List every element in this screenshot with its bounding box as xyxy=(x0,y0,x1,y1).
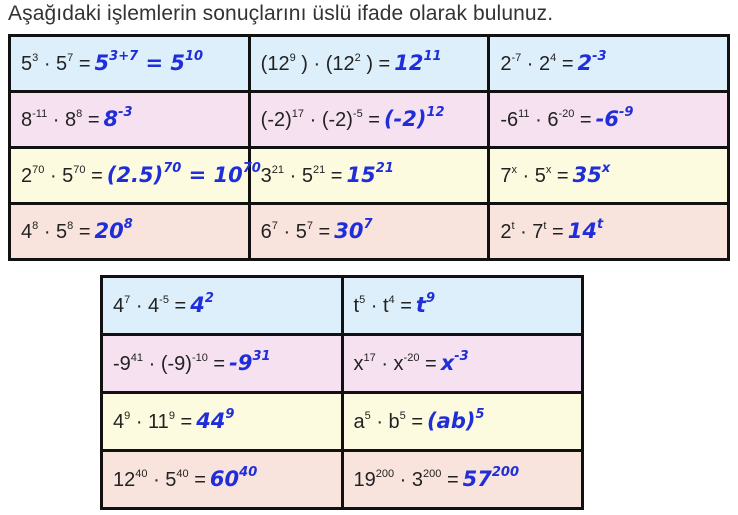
answer-exponent: 9 xyxy=(225,407,235,422)
expression-base: -9 xyxy=(113,353,131,375)
expression-base: (12 xyxy=(325,53,355,75)
expression-base: 19 xyxy=(353,469,376,491)
exercise-cell xyxy=(102,393,343,451)
answer-exponent: 70 xyxy=(163,161,182,176)
expression-exponent: 17 xyxy=(291,108,305,120)
expression-exponent: 40 xyxy=(135,468,148,480)
answer-exponent: 3+7 xyxy=(109,49,139,64)
expression-base: = xyxy=(411,411,424,433)
expression-base: = xyxy=(194,469,206,491)
handwritten-answer xyxy=(441,351,469,375)
expression-base: · xyxy=(535,109,542,131)
expression-base: = xyxy=(425,353,437,375)
expression-exponent: 3 xyxy=(32,52,39,64)
exercise-cell xyxy=(489,148,729,204)
handwritten-answer xyxy=(394,51,441,75)
expression-base: = xyxy=(330,165,343,187)
expression-exponent: 40 xyxy=(176,468,189,480)
expression-base: 5 xyxy=(56,221,68,243)
printed-expression xyxy=(113,295,186,317)
expression-exponent: -20 xyxy=(403,352,420,364)
answer-exponent: 9 xyxy=(425,291,436,306)
expression-exponent: 11 xyxy=(518,108,530,120)
expression-base: · xyxy=(376,411,383,433)
printed-expression xyxy=(113,469,206,491)
table-row xyxy=(10,92,729,148)
handwritten-answer xyxy=(95,51,204,75)
expression-exponent: -5 xyxy=(352,108,363,120)
answer-base: t xyxy=(415,293,426,317)
answer-base: 60 xyxy=(209,467,240,491)
answer-base: (2.5) xyxy=(106,163,164,187)
expression-exponent: 8 xyxy=(67,220,74,232)
expression-exponent: 8 xyxy=(32,220,39,232)
expression-base: t xyxy=(353,295,360,317)
handwritten-answer xyxy=(346,163,393,187)
expression-exponent: 9 xyxy=(124,410,131,422)
expression-exponent: 4 xyxy=(388,294,395,306)
expression-base: = xyxy=(579,109,592,131)
expression-base: 11 xyxy=(148,411,169,433)
answer-base: (ab) xyxy=(427,409,476,433)
expression-exponent: 4 xyxy=(550,52,557,64)
printed-expression xyxy=(500,221,563,243)
exercise-cell xyxy=(489,204,729,260)
expression-exponent: t xyxy=(511,220,515,232)
expression-base: 7 xyxy=(500,165,512,187)
exercise-cell xyxy=(10,92,250,148)
exercise-cell xyxy=(249,148,489,204)
exercise-cell xyxy=(489,36,729,92)
answer-base: 35 xyxy=(572,163,602,187)
answer-exponent: 31 xyxy=(252,349,271,364)
answer-exponent: -9 xyxy=(618,105,634,120)
expression-base: 4 xyxy=(21,221,33,243)
expression-base: · xyxy=(43,221,51,243)
expression-exponent: -5 xyxy=(159,294,169,306)
expression-base: 5 xyxy=(62,165,74,187)
printed-expression xyxy=(500,109,591,131)
expression-base: (-2) xyxy=(321,109,353,131)
instruction-text: Aşağıdaki işlemlerin sonuçlarını üslü ifade olarak bulunuz. xyxy=(8,2,554,25)
answer-exponent: -3 xyxy=(454,349,469,364)
printed-expression xyxy=(354,469,459,491)
expression-base: · xyxy=(135,295,143,317)
exercise-cell xyxy=(342,393,583,451)
handwritten-answer xyxy=(384,107,445,131)
expression-base: = xyxy=(78,221,91,243)
table-row xyxy=(102,393,583,451)
answer-base: x xyxy=(440,351,455,375)
expression-base: · xyxy=(148,353,156,375)
expression-base: · xyxy=(522,165,530,187)
answer-base: 5 xyxy=(170,51,186,75)
expression-base: 7 xyxy=(532,221,544,243)
expression-base: 2 xyxy=(500,221,512,243)
answer-exponent: 40 xyxy=(239,465,258,480)
expression-base: · xyxy=(381,353,388,375)
answer-base: = xyxy=(145,51,164,75)
expression-exponent: 21 xyxy=(271,164,285,176)
handwritten-answer xyxy=(334,219,372,243)
answer-base: 15 xyxy=(346,163,376,187)
expression-base: 2 xyxy=(539,53,551,75)
answer-exponent: 8 xyxy=(123,217,133,232)
answer-base: 14 xyxy=(567,219,597,243)
exercise-cell xyxy=(102,335,343,393)
exercise-cell xyxy=(102,277,343,335)
answer-exponent: 5 xyxy=(475,407,485,422)
expression-base: = xyxy=(556,165,569,187)
expression-base: = xyxy=(368,109,380,131)
printed-expression xyxy=(261,165,343,187)
answer-base: 2 xyxy=(577,51,593,75)
expression-base: 2 xyxy=(21,165,33,187)
printed-expression xyxy=(21,109,100,131)
expression-exponent: -7 xyxy=(511,52,522,64)
expression-exponent: x xyxy=(511,164,517,176)
printed-expression xyxy=(354,411,424,433)
answer-base: (-2) xyxy=(383,107,427,131)
expression-base: · xyxy=(313,53,321,75)
handwritten-answer xyxy=(596,107,634,131)
exercise-cell xyxy=(249,92,489,148)
expression-base: = xyxy=(78,53,91,75)
exercise-cell xyxy=(342,335,583,393)
answer-exponent: 200 xyxy=(491,465,520,480)
expression-base: = xyxy=(174,295,187,317)
expression-exponent: 17 xyxy=(363,352,376,364)
exercise-cell xyxy=(489,92,729,148)
expression-exponent: 70 xyxy=(32,164,45,176)
expression-base: x xyxy=(353,353,364,375)
expression-base: (12 xyxy=(260,53,290,75)
expression-base: = xyxy=(400,295,412,317)
answer-base: 5 xyxy=(94,51,110,75)
expression-base: = xyxy=(446,469,459,491)
expression-exponent: 21 xyxy=(312,164,326,176)
expression-base: · xyxy=(283,221,291,243)
expression-base: · xyxy=(49,165,57,187)
expression-base: = xyxy=(561,53,574,75)
printed-expression xyxy=(113,411,192,433)
exercise-table-top xyxy=(8,34,730,261)
answer-exponent: 21 xyxy=(375,161,394,176)
expression-base: 8 xyxy=(65,109,77,131)
expression-base: · xyxy=(153,469,160,491)
handwritten-answer xyxy=(196,409,234,433)
answer-exponent: 70 xyxy=(242,161,261,176)
expression-base: · xyxy=(399,469,407,491)
printed-expression xyxy=(21,53,91,75)
exercise-cell xyxy=(342,277,583,335)
expression-exponent: 2 xyxy=(354,52,361,64)
handwritten-answer xyxy=(568,219,603,243)
expression-base: (-2) xyxy=(260,109,292,131)
expression-exponent: 7 xyxy=(67,52,74,64)
expression-base: · xyxy=(520,221,527,243)
answer-base: -6 xyxy=(595,107,619,131)
expression-exponent: -10 xyxy=(191,352,208,364)
printed-expression xyxy=(21,221,91,243)
handwritten-answer xyxy=(578,51,607,75)
exercise-cell xyxy=(10,148,261,204)
expression-base: 5 xyxy=(56,53,68,75)
exercise-table-bottom xyxy=(100,275,584,510)
answer-exponent: t xyxy=(596,217,604,232)
handwritten-answer xyxy=(107,163,261,187)
expression-base: (-9) xyxy=(160,353,192,375)
table-row xyxy=(10,36,729,92)
table-row xyxy=(10,148,729,204)
expression-base: · xyxy=(43,53,51,75)
expression-exponent: 200 xyxy=(423,468,442,480)
answer-base: 4 xyxy=(190,293,205,317)
answer-exponent: 10 xyxy=(185,49,204,64)
expression-base: t xyxy=(382,295,389,317)
expression-base: · xyxy=(52,109,60,131)
expression-exponent: 5 xyxy=(364,410,371,422)
handwritten-answer xyxy=(229,351,270,375)
answer-base: 57 xyxy=(462,467,492,491)
expression-base: = xyxy=(318,221,331,243)
answer-base: = xyxy=(188,163,207,187)
expression-exponent: 7 xyxy=(271,220,278,232)
expression-base: 6 xyxy=(547,109,559,131)
expression-base: b xyxy=(388,411,400,433)
expression-base: ) xyxy=(301,53,308,75)
handwritten-answer xyxy=(416,293,435,317)
printed-expression xyxy=(500,165,568,187)
answer-base: 8 xyxy=(103,107,119,131)
handwritten-answer xyxy=(573,163,611,187)
expression-base: = xyxy=(87,109,100,131)
expression-base: 8 xyxy=(21,109,33,131)
expression-exponent: 5 xyxy=(399,410,406,422)
exercise-cell xyxy=(10,36,250,92)
handwritten-answer xyxy=(463,467,519,491)
expression-exponent: -11 xyxy=(32,108,48,120)
printed-expression xyxy=(261,109,380,131)
answer-base: 30 xyxy=(334,219,364,243)
expression-base: 4 xyxy=(113,295,125,317)
handwritten-answer xyxy=(95,219,133,243)
expression-base: 3 xyxy=(260,165,272,187)
handwritten-answer xyxy=(210,467,257,491)
expression-base: = xyxy=(213,353,226,375)
expression-exponent: 7 xyxy=(124,294,131,306)
expression-exponent: x xyxy=(545,164,552,176)
expression-exponent: t xyxy=(543,220,547,232)
expression-base: · xyxy=(289,165,297,187)
table-row xyxy=(10,204,729,260)
answer-base: 44 xyxy=(196,409,226,433)
answer-exponent: 11 xyxy=(423,49,442,64)
handwritten-answer xyxy=(104,107,133,131)
exercise-cell xyxy=(249,204,489,260)
exercise-cell xyxy=(10,204,250,260)
expression-base: 5 xyxy=(534,165,546,187)
expression-base: ) xyxy=(366,53,373,75)
expression-base: 6 xyxy=(260,221,272,243)
expression-base: = xyxy=(91,165,103,187)
exercise-cell xyxy=(342,451,583,509)
expression-exponent: 9 xyxy=(289,52,296,64)
answer-base: 10 xyxy=(213,163,243,187)
printed-expression xyxy=(21,165,103,187)
expression-base: 3 xyxy=(411,469,424,491)
answer-exponent: -3 xyxy=(592,49,607,64)
expression-base: · xyxy=(309,109,317,131)
handwritten-answer xyxy=(190,293,214,317)
expression-exponent: 5 xyxy=(359,294,366,306)
expression-exponent: 70 xyxy=(73,164,86,176)
table-row xyxy=(102,335,583,393)
exercise-cell xyxy=(249,36,489,92)
answer-exponent: x xyxy=(601,161,611,176)
expression-base: -6 xyxy=(500,109,519,131)
expression-exponent: 200 xyxy=(375,468,395,480)
answer-exponent: 7 xyxy=(363,217,373,232)
expression-exponent: 41 xyxy=(130,352,144,364)
expression-base: = xyxy=(552,221,564,243)
expression-exponent: 9 xyxy=(168,410,175,422)
expression-base: a xyxy=(353,411,365,433)
printed-expression xyxy=(354,295,412,317)
expression-base: 5 xyxy=(21,53,33,75)
expression-exponent: 8 xyxy=(76,108,83,120)
expression-base: · xyxy=(370,295,378,317)
handwritten-answer xyxy=(427,409,484,433)
answer-base: 20 xyxy=(94,219,124,243)
answer-exponent: -3 xyxy=(118,105,133,120)
expression-base: 5 xyxy=(301,165,313,187)
answer-base: -9 xyxy=(229,351,253,375)
expression-base: x xyxy=(393,353,404,375)
expression-base: 4 xyxy=(113,411,125,433)
expression-exponent: -20 xyxy=(558,108,575,120)
expression-base: 5 xyxy=(295,221,307,243)
expression-base: 12 xyxy=(113,469,136,491)
printed-expression xyxy=(261,221,331,243)
expression-base: 5 xyxy=(165,469,177,491)
expression-base: · xyxy=(135,411,143,433)
table-row xyxy=(102,277,583,335)
expression-base: 4 xyxy=(148,295,160,317)
expression-base: = xyxy=(378,53,391,75)
printed-expression xyxy=(113,353,225,375)
answer-exponent: 2 xyxy=(204,291,214,306)
expression-base: · xyxy=(526,53,534,75)
table-row xyxy=(102,451,583,509)
expression-base: = xyxy=(180,411,193,433)
exercise-cell xyxy=(102,451,343,509)
printed-expression xyxy=(500,53,573,75)
printed-expression xyxy=(354,353,437,375)
printed-expression xyxy=(261,53,391,75)
expression-base: 2 xyxy=(500,53,512,75)
expression-exponent: 7 xyxy=(306,220,313,232)
answer-exponent: 12 xyxy=(426,105,445,120)
answer-base: 12 xyxy=(394,51,424,75)
